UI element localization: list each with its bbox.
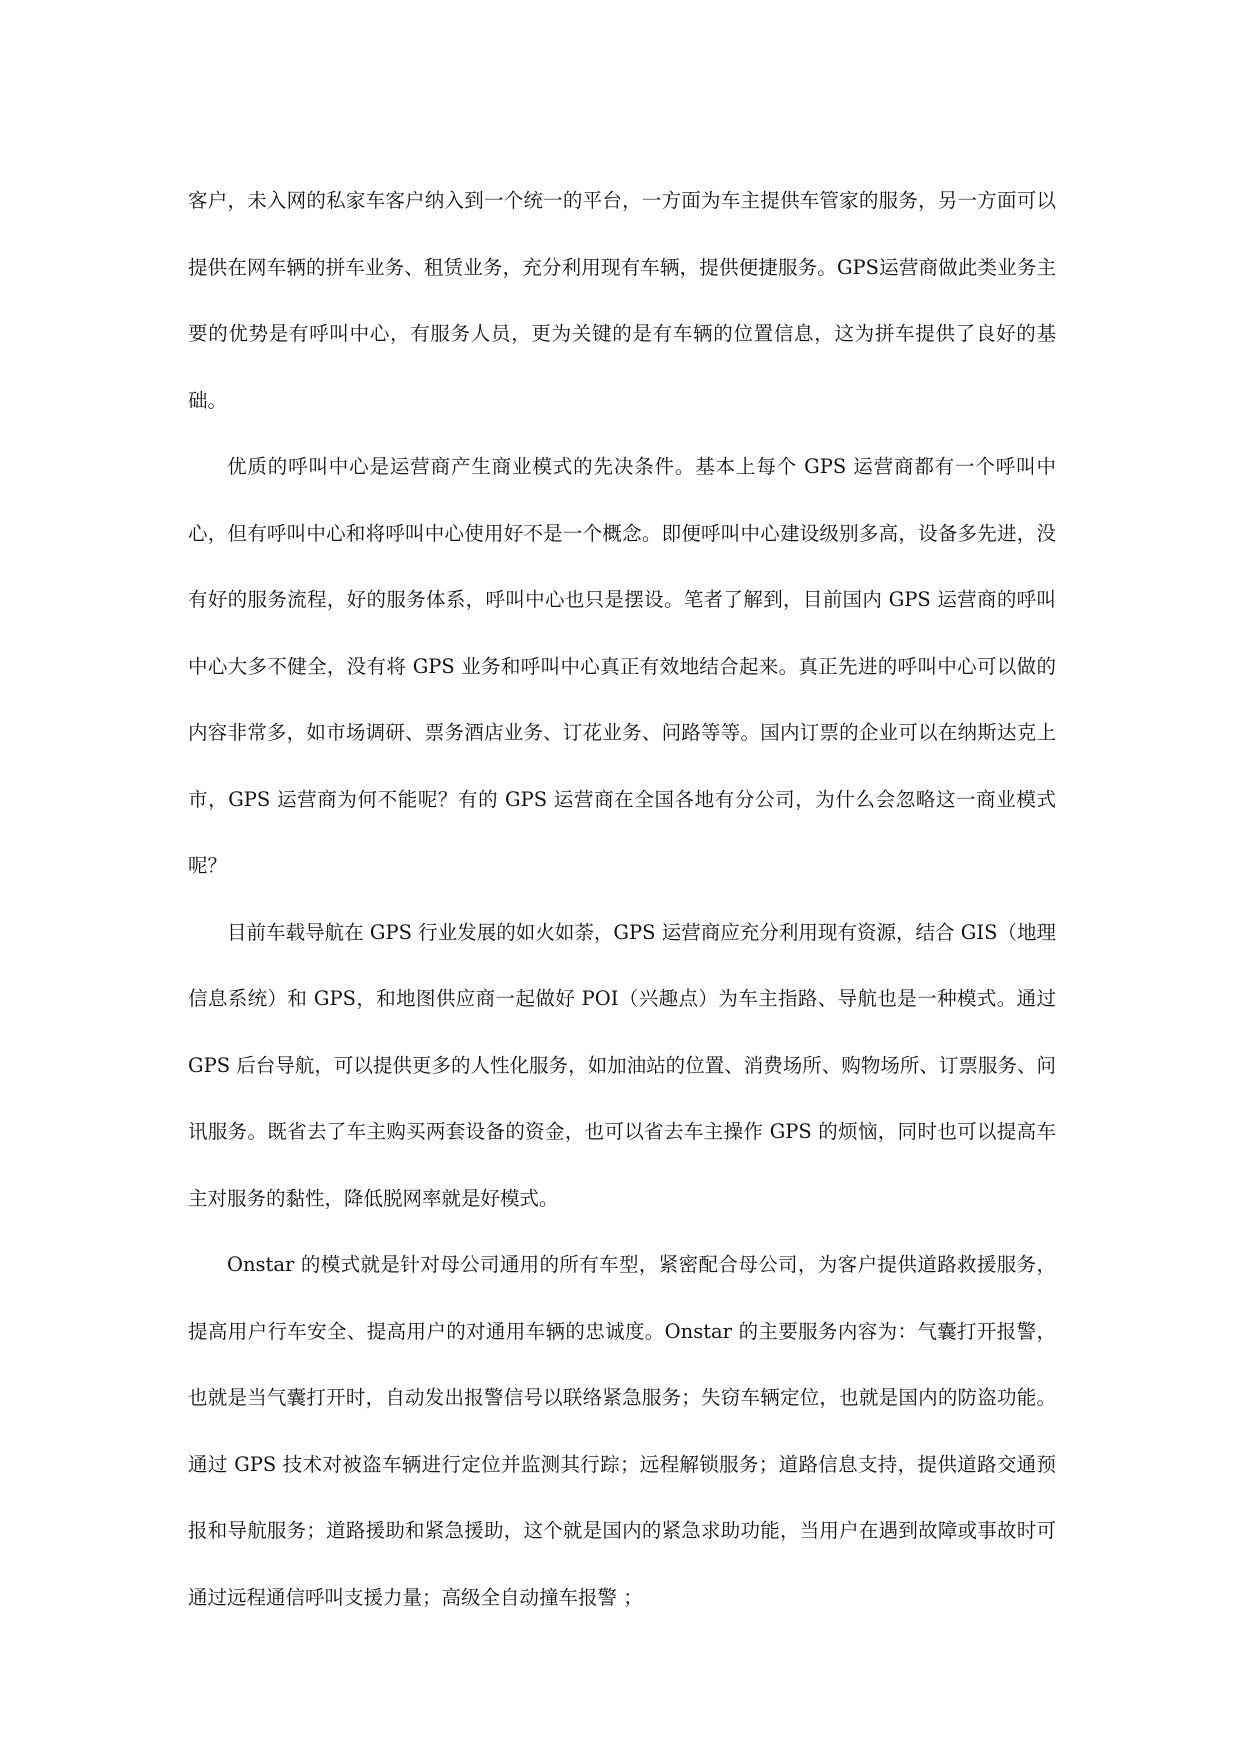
paragraph-1: 客户，未入网的私家车客户纳入到一个统一的平台，一方面为车主提供车管家的服务，另一方面可以提供在网车辆的拼车业务、租赁业务，充分利用现有车辆，提供便捷服务。GPS运营商做此类业务主要的优势是有呼叫中心，有服务人员，更为关键的是有车辆的位置信息，这为拼车提供了良好的基础。 (188, 189, 1056, 412)
paragraph-4: Onstar 的模式就是针对母公司通用的所有车型，紧密配合母公司，为客户提供道路救援服务，提高用户行车安全、提高用户的对通用车辆的忠诚度。Onstar 的主要服务内容为：气囊打开报警，也就是当气囊打开时，自动发出报警信号以联络紧急服务；失窃车辆定位，也就是国内的防盗功能。通过 GPS 技术对被盗车辆进行定位并监测其行踪；远程解锁服务；道路信息支持，提供道路交通预报和导航服务；道路援助和紧急援助，这个就是国内的紧急求助功能，当用户在遇到故障或事故时可通过远程通信呼叫支援力量；高级全自动撞车报警 ； (188, 1253, 1056, 1609)
paragraph-2: 优质的呼叫中心是运营商产生商业模式的先决条件。基本上每个 GPS 运营商都有一个呼叫中心，但有呼叫中心和将呼叫中心使用好不是一个概念。即便呼叫中心建设级别多高，设备多先进，没有好的服务流程，好的服务体系，呼叫中心也只是摆设。笔者了解到，目前国内 GPS 运营商的呼叫中心大多不健全，没有将 GPS 业务和呼叫中心真正有效地结合起来。真正先进的呼叫中心可以做的内容非常多，如市场调研、票务酒店业务、订花业务、问路等等。国内订票的企业可以在纳斯达克上市，GPS 运营商为何不能呢？有的 GPS 运营商在全国各地有分公司，为什么会忽略这一商业模式呢？ (188, 455, 1056, 877)
paragraph-3: 目前车载导航在 GPS 行业发展的如火如荼，GPS 运营商应充分利用现有资源，结合 GIS（地理信息系统）和 GPS，和地图供应商一起做好 POI（兴趣点）为车主指路、导航也是一种模式。通过 GPS 后台导航，可以提供更多的人性化服务，如加油站的位置、消费场所、购物场所、订票服务、问讯服务。既省去了车主购买两套设备的资金，也可以省去车主操作 GPS 的烦恼，同时也可以提高车主对服务的黏性，降低脱网率就是好模式。 (188, 920, 1056, 1210)
document-page (188, 168, 1056, 1631)
